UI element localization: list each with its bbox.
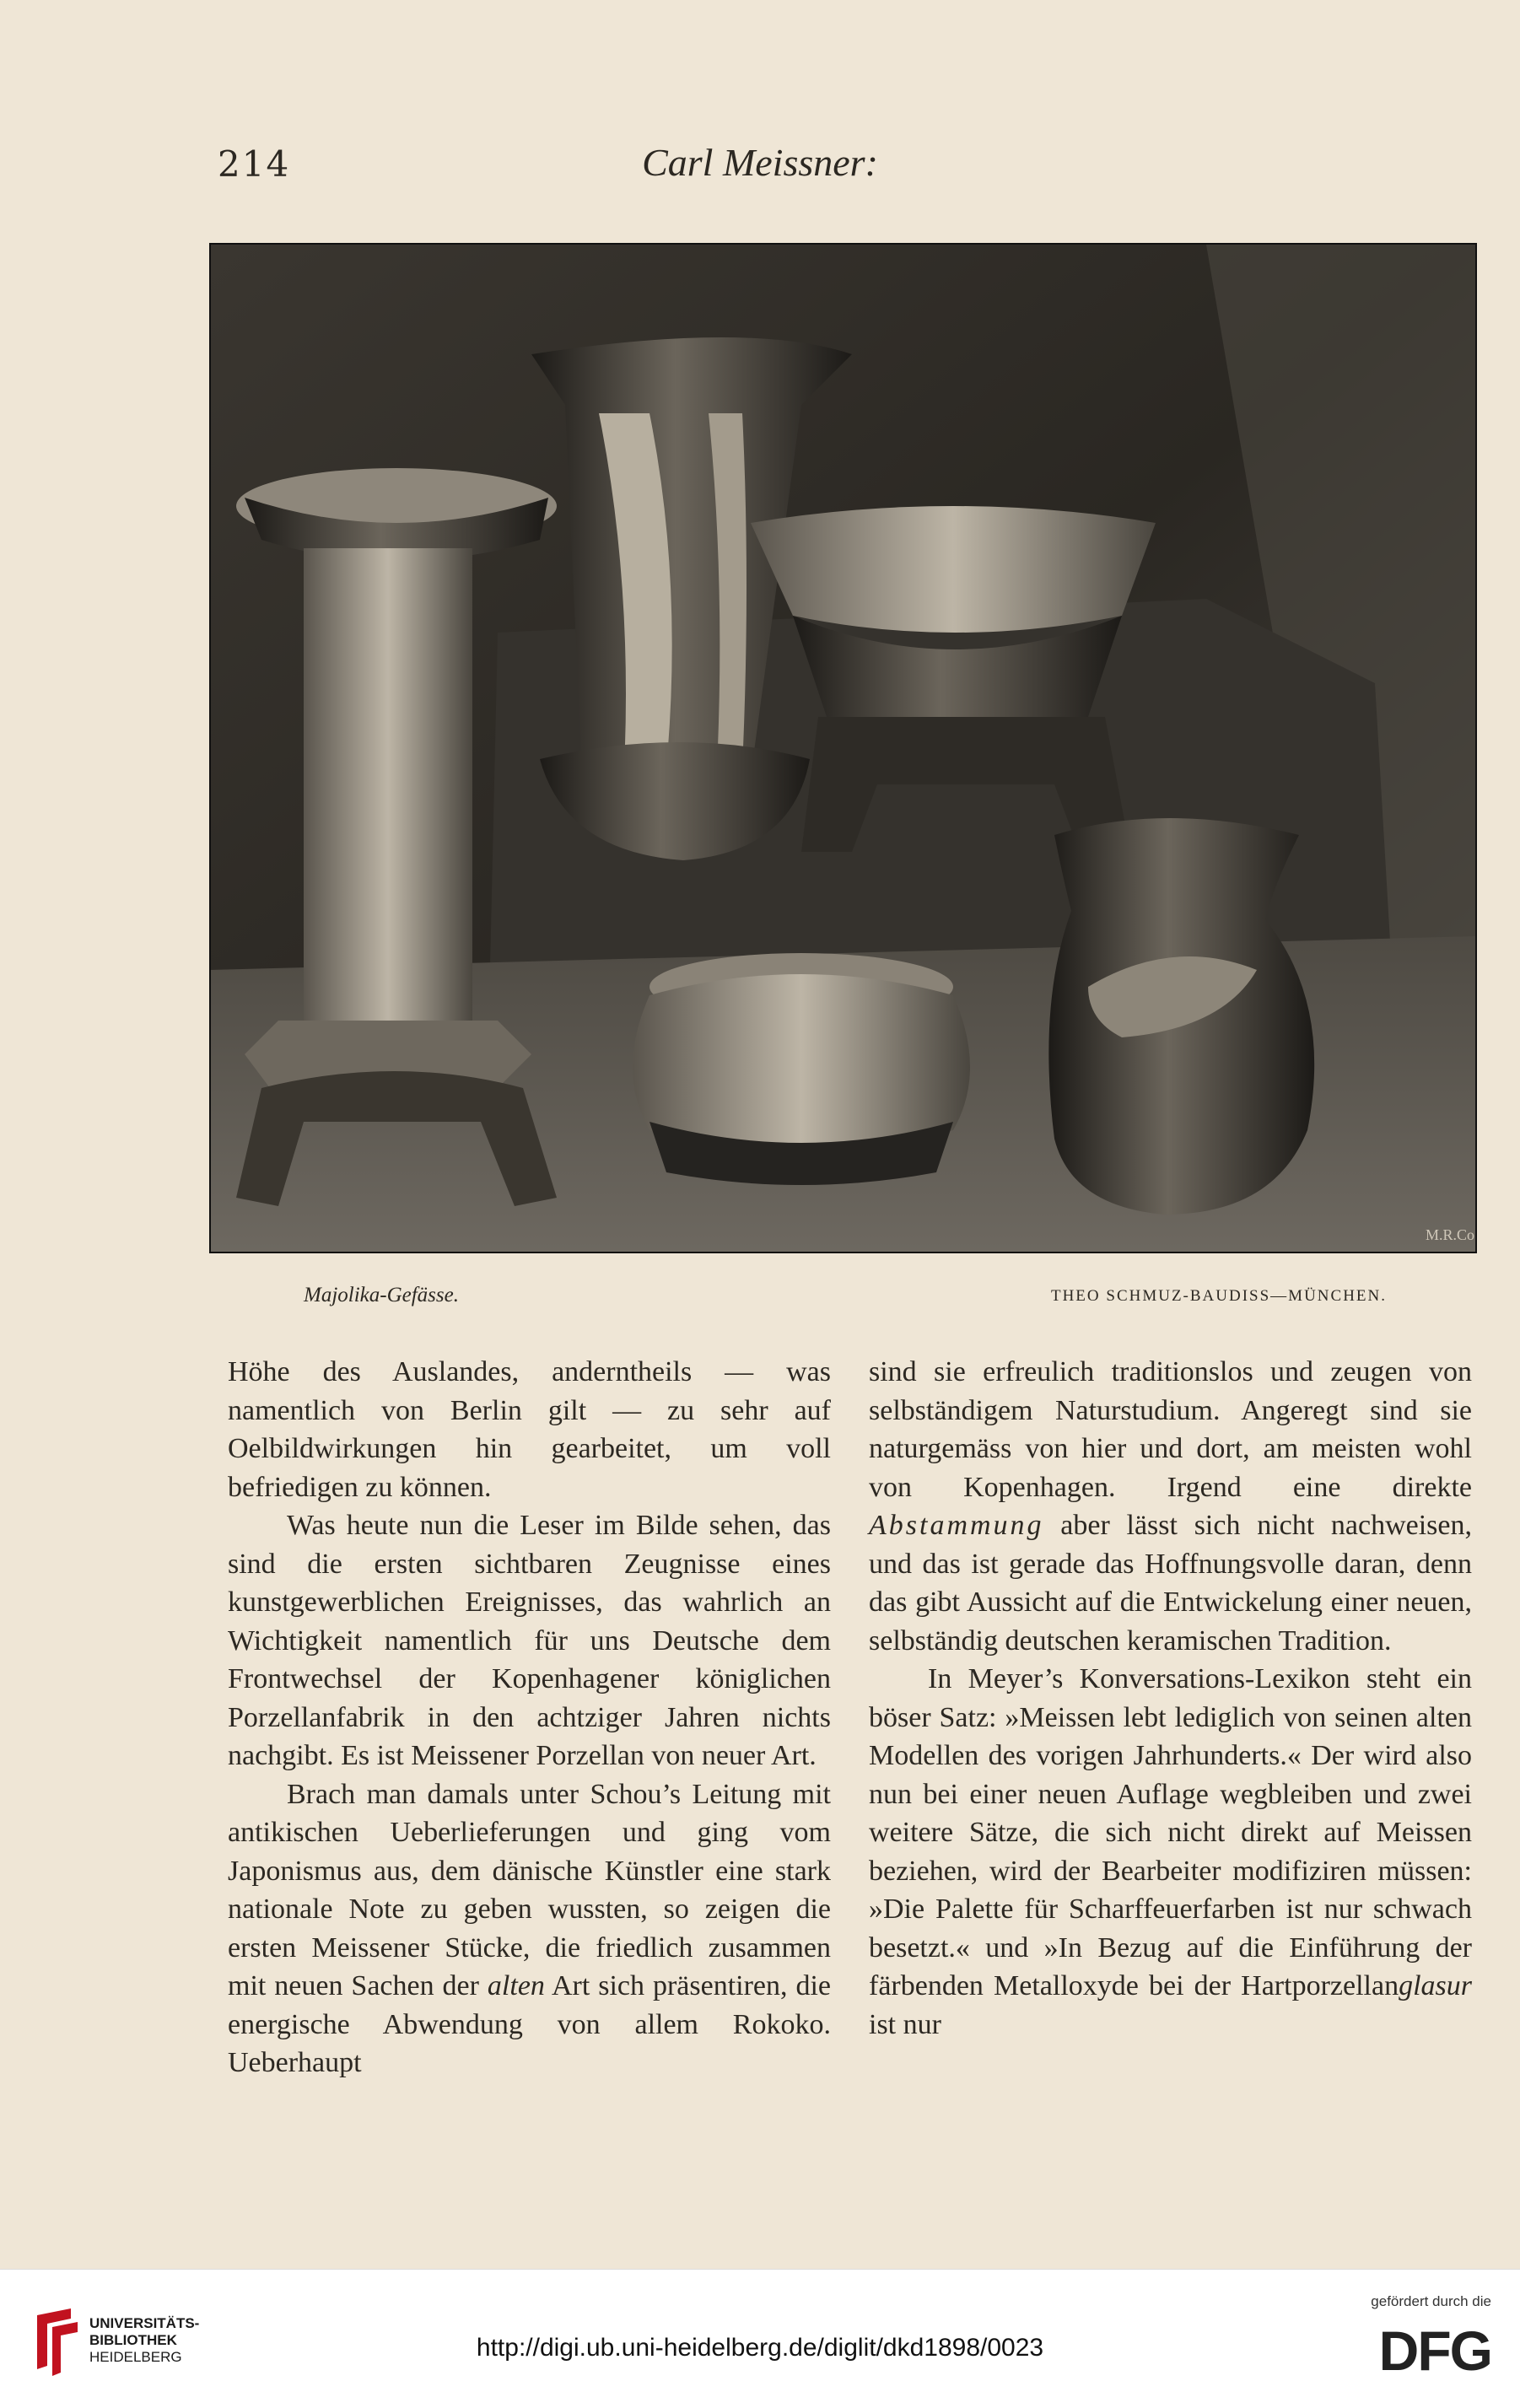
funding-note: gefördert durch die [1371,2293,1491,2309]
dfg-logo[interactable]: DFG [1378,2319,1491,2382]
permalink-url[interactable]: http://digi.ub.uni-heidelberg.de/diglit/dkd1898/0023 [476,2334,1044,2362]
library-name-line2: BIBLIOTHEK [89,2332,177,2348]
running-title: Carl Meissner: [642,141,878,184]
paragraph-right-2-after: ist nur [869,2008,941,2040]
photographer-monogram: M.R.Co [1426,1226,1475,1243]
text-column-left [228,1353,831,2082]
viewer-footer [0,2269,1520,2408]
paragraph-right-1-emphasis: Abstammung [869,1510,1044,1541]
paragraph-left-2: Was heute nun die Leser im Bilde sehen, das sind die ersten sichtbaren Zeugnisse eines kunstgewerblichen Ereignisses, das wahrlich an Wichtigkeit namentlich für uns Deutsche dem Frontwechsel der Kopenhagener königlichen Porzellanfabrik in den achtziger Jahren nichts nachgibt. Es ist Meissener Porzellan von neuer Art. [228,1510,831,1771]
paragraph-right-1-after: aber lässt sich nicht nachweisen, und das ist gerade das Hoffnungsvolle daran, denn das gibt Aussicht auf die Entwickelung einer neuen, selbständig deutschen keramischen Tradition. [869,1510,1472,1657]
photo-plate-majolica-vessels [209,243,1477,1253]
paragraph-right-2-emphasis: glasur [1399,1970,1472,2001]
paragraph-right-2-before: In Meyer’s Konversations-Lexikon steht ein böser Satz: »Meissen lebt lediglich von seinen alten Modellen des vorigen Jahrhunderts.« Der wird also nun bei einer neuen Auflage wegbleiben und zwei weitere Sätze, die sich nicht direkt auf Meissen beziehen, wird der Bearbeiter modifiziren müssen: »Die Palette für Scharffeuerfarben ist nur schwach besetzt.« und »In Bezug auf die Einführung der färbenden Metalloxyde bei der Hartporzellan [869,1663,1472,2001]
paragraph-left-3 [228,1775,831,2082]
paragraph-left-1: Höhe des Auslandes, anderntheils — was namentlich von Berlin gilt — zu sehr auf Oelbildwirkungen hin gearbeitet, um voll befriedigen zu können. [228,1356,831,1503]
library-name-line1: UNIVERSITÄTS- [89,2315,200,2331]
paragraph-right-1 [869,1353,1472,1660]
paragraph-right-1-before: sind sie erfreulich traditionslos und zeugen von selbständigem Naturstudium. Angeregt sind sie naturgemäss von hier und dort, am meisten wohl von Kopenhagen. Irgend eine direkte [869,1356,1472,1503]
library-name-line3: HEIDELBERG [89,2349,182,2365]
paragraph-left-3-before: Brach man damals unter Schou’s Leitung mit antikischen Ueberlieferungen und ging vom Japonismus aus, dem dänische Künstler eine stark nationale Note zu geben wussten, so zeigen die ersten Meissener Stücke, die friedlich zusammen mit neuen Sachen der [228,1778,831,2001]
paragraph-left-3-after: Art sich präsentiren, die energische Abwendung von allem Rokoko. Ueberhaupt [228,1970,831,2078]
paragraph-right-2 [869,1660,1472,2044]
page-number: 214 [218,143,291,185]
text-column-right [869,1353,1472,2044]
plate-caption-title: Majolika-Gefässe. [304,1284,459,1306]
plate-caption-credit: THEO SCHMUZ-BAUDISS—MÜNCHEN. [1050,1287,1387,1305]
paragraph-left-3-emphasis: alten [487,1970,545,2001]
